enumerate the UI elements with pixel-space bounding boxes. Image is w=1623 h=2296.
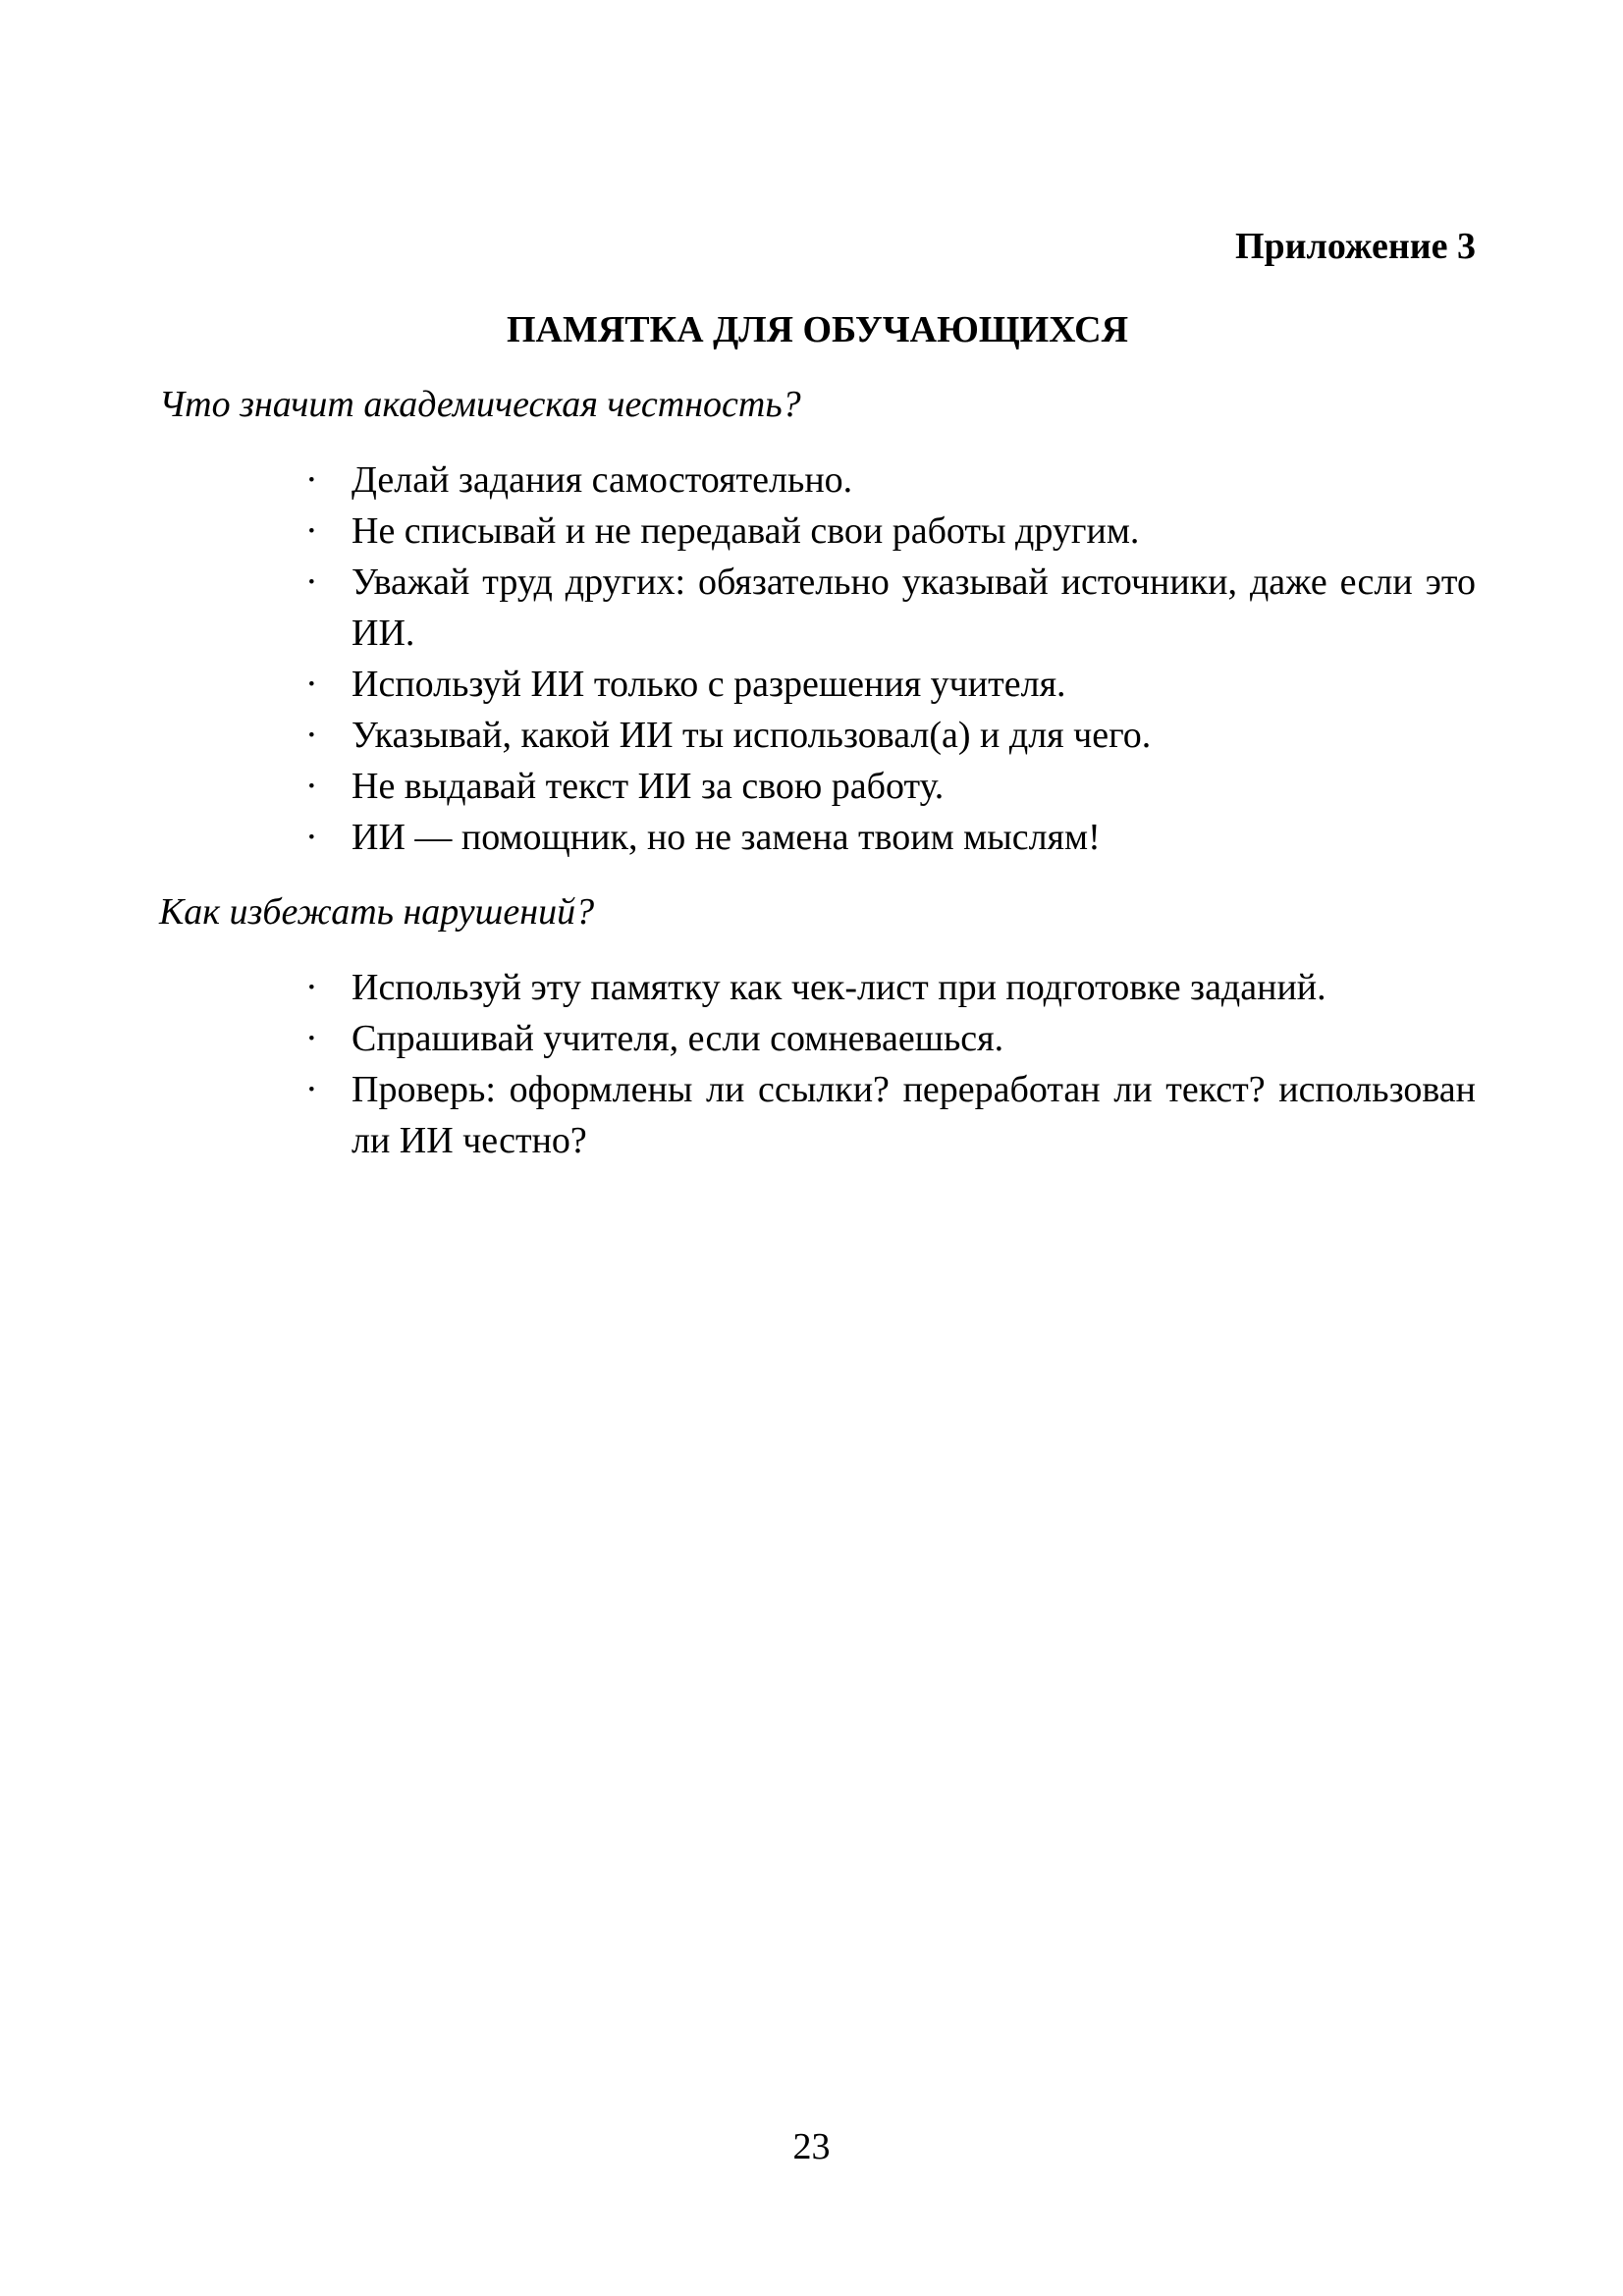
bullet-icon: · [305, 561, 318, 603]
list-item-text: Используй ИИ только с разрешения учителя. [352, 664, 1066, 705]
list-item-text: Делай задания самостоятельно. [352, 459, 853, 501]
bullet-icon: · [305, 817, 318, 858]
list-item-text: Проверь: оформлены ли ссылки? переработан ли текст? использован ли ИИ честно? [352, 1069, 1476, 1161]
bullet-icon: · [305, 1069, 318, 1110]
list-item [305, 710, 1476, 761]
list-item-text: Используй эту памятку как чек-лист при подготовке заданий. [352, 967, 1326, 1008]
section-question-academic-honesty: Что значит академическая честность? [159, 384, 801, 425]
list-item [305, 1013, 1476, 1064]
annex-label: Приложение 3 [1234, 226, 1476, 267]
list-item-text: Спрашивай учителя, если сомневаешься. [352, 1018, 1004, 1059]
bullet-icon: · [305, 715, 318, 756]
list-item-text: Не выдавай текст ИИ за свою работу. [352, 766, 945, 807]
bullet-icon: · [305, 664, 318, 705]
list-item [305, 506, 1476, 557]
bullet-list-violations [159, 962, 1476, 1166]
section-question-avoid-violations: Как избежать нарушений? [159, 891, 595, 933]
page-number: 23 [792, 2126, 831, 2167]
list-item [305, 761, 1476, 812]
list-item [305, 659, 1476, 710]
list-item [305, 454, 1476, 506]
list-item [305, 812, 1476, 863]
list-item-text: Уважай труд других: обязательно указывай источники, даже если это ИИ. [352, 561, 1476, 654]
list-item-text: ИИ — помощник, но не замена твоим мыслям! [352, 817, 1101, 858]
bullet-icon: · [305, 967, 318, 1008]
page-title: ПАМЯТКА ДЛЯ ОБУЧАЮЩИХСЯ [506, 309, 1129, 350]
list-item-text: Не списывай и не передавай свои работы другим. [352, 510, 1140, 552]
bullet-icon: · [305, 766, 318, 807]
bullet-icon: · [305, 510, 318, 552]
list-item [305, 962, 1476, 1013]
bullet-icon: · [305, 1018, 318, 1059]
list-item [305, 557, 1476, 659]
bullet-icon: · [305, 459, 318, 501]
list-item-text: Указывай, какой ИИ ты использовал(а) и для чего. [352, 715, 1152, 756]
bullet-list-honesty [159, 454, 1476, 863]
list-item [305, 1064, 1476, 1166]
